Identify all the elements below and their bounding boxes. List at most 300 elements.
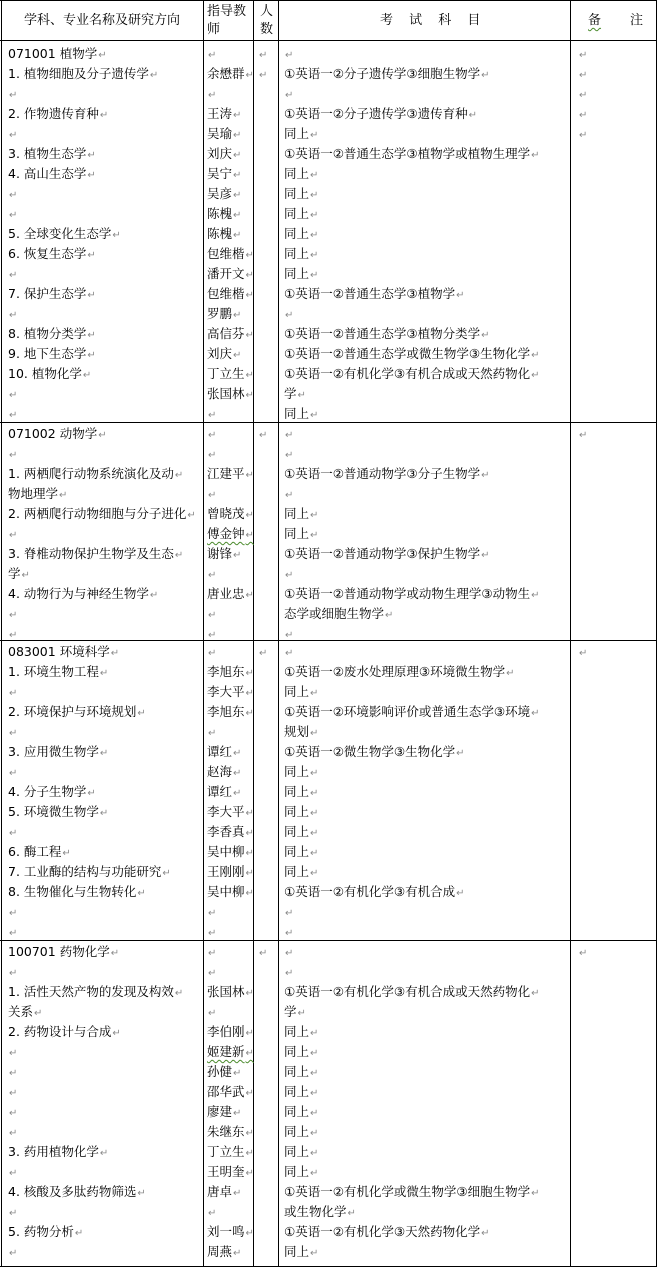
cell-text: 廖建: [207, 1104, 233, 1119]
direction-cell: [8, 1182, 202, 1204]
paragraph-mark-icon: ↵: [310, 1248, 319, 1259]
paragraph-mark-icon: ↵: [9, 1248, 18, 1259]
direction-cell: [8, 324, 202, 346]
cell-text: ①英语一②普通生态学③植物学或植物生理学: [284, 146, 531, 161]
column-rule: [570, 0, 571, 1267]
exam-cell: [284, 922, 569, 944]
paragraph-mark-icon: ↵: [310, 1108, 319, 1119]
exam-cell: [284, 742, 569, 764]
cell-text: 张国林: [207, 386, 245, 401]
paragraph-mark-icon: ↵: [112, 1028, 121, 1039]
cell-text: 同上: [284, 864, 310, 879]
remarks-cell: [578, 124, 655, 146]
paragraph-mark-icon: ↵: [174, 988, 184, 999]
paragraph-mark-icon: ↵: [285, 968, 294, 979]
paragraph-mark-icon: ↵: [531, 350, 540, 361]
cell-text: 1. 两栖爬行动物系统演化及动: [8, 466, 174, 481]
cell-text: 赵海: [207, 764, 233, 779]
paragraph-mark-icon: ↵: [481, 70, 490, 81]
paragraph-mark-icon: ↵: [285, 310, 294, 321]
paragraph-mark-icon: ↵: [310, 530, 319, 541]
direction-cell: [8, 642, 202, 664]
exam-cell: [284, 144, 569, 166]
paragraph-mark-icon: ↵: [310, 1168, 319, 1179]
paragraph-mark-icon: ↵: [99, 748, 109, 759]
remarks-cell: [578, 424, 655, 446]
direction-cell: [8, 224, 202, 246]
column-rule: [203, 0, 204, 1267]
cell-text: 3. 药用植物化学: [8, 1144, 99, 1159]
cell-text: 刘一鸣: [207, 1224, 245, 1239]
paragraph-mark-icon: ↵: [579, 50, 588, 61]
advisor-cell: [207, 304, 252, 326]
cell-text: 6. 恢复生态学: [8, 246, 87, 261]
paragraph-mark-icon: ↵: [87, 330, 96, 341]
direction-cell: [8, 184, 202, 206]
direction-cell: [8, 722, 202, 744]
paragraph-mark-icon: ↵: [149, 70, 159, 81]
paragraph-mark-icon: ↵: [87, 290, 96, 301]
advisor-cell: [207, 1062, 252, 1084]
paragraph-mark-icon: ↵: [310, 410, 319, 421]
paragraph-mark-icon: ↵: [9, 768, 18, 779]
paragraph-mark-icon: ↵: [285, 630, 294, 641]
paragraph-mark-icon: ↵: [233, 550, 242, 561]
advisor-cell: [207, 84, 252, 106]
cell-text: 谭红: [207, 784, 233, 799]
paragraph-mark-icon: ↵: [259, 430, 268, 441]
exam-cell: [284, 584, 569, 606]
header-remarks-b: 注: [630, 13, 644, 28]
paragraph-mark-icon: ↵: [245, 530, 254, 541]
cell-text: 3. 植物生态学: [8, 146, 87, 161]
advisor-cell: [207, 862, 252, 884]
paragraph-mark-icon: ↵: [245, 390, 254, 401]
paragraph-mark-icon: ↵: [99, 1148, 109, 1159]
paragraph-mark-icon: ↵: [245, 250, 254, 261]
direction-cell: [8, 882, 202, 904]
paragraph-mark-icon: ↵: [208, 610, 217, 621]
cell-text: ①英语一②有机化学③有机合成或天然药物化: [284, 366, 531, 381]
cell-text: 1. 环境生物工程: [8, 664, 99, 679]
advisor-cell: [207, 604, 252, 626]
advisor-cell: [207, 822, 252, 844]
quota-cell: [258, 44, 277, 66]
cell-text: 同上: [284, 784, 310, 799]
paragraph-mark-icon: ↵: [310, 1048, 319, 1059]
advisor-cell: [207, 404, 252, 426]
cell-text: 4. 动物行为与神经生物学: [8, 586, 149, 601]
exam-cell: [284, 982, 569, 1004]
cell-text: 江建平: [207, 466, 245, 481]
cell-text: 潘开文: [207, 266, 245, 281]
paragraph-mark-icon: ↵: [310, 1028, 319, 1039]
cell-text: 071002 动物学: [8, 426, 98, 441]
paragraph-mark-icon: ↵: [233, 130, 242, 141]
direction-cell: [8, 962, 202, 984]
paragraph-mark-icon: ↵: [208, 490, 217, 501]
paragraph-mark-icon: ↵: [208, 948, 217, 959]
paragraph-mark-icon: ↵: [9, 908, 18, 919]
exam-cell: [284, 284, 569, 306]
direction-cell: [8, 1162, 202, 1184]
advisor-cell: [207, 424, 252, 446]
paragraph-mark-icon: ↵: [208, 430, 217, 441]
cell-text: 陈槐: [207, 206, 233, 221]
paragraph-mark-icon: ↵: [233, 190, 242, 201]
direction-cell: [8, 264, 202, 286]
cell-text: 同上: [284, 804, 310, 819]
paragraph-mark-icon: ↵: [259, 948, 268, 959]
paragraph-mark-icon: ↵: [310, 170, 319, 181]
paragraph-mark-icon: ↵: [9, 130, 18, 141]
paragraph-mark-icon: ↵: [162, 868, 171, 879]
advisor-cell: [207, 742, 252, 764]
paragraph-mark-icon: ↵: [233, 748, 242, 759]
advisor-cell: [207, 1182, 252, 1204]
cell-text: 4. 高山生态学: [8, 166, 87, 181]
advisor-cell: [207, 682, 252, 704]
quota-cell: [258, 424, 277, 446]
exam-cell: [284, 842, 569, 864]
paragraph-mark-icon: ↵: [579, 70, 588, 81]
paragraph-mark-icon: ↵: [245, 70, 254, 81]
paragraph-mark-icon: ↵: [245, 1128, 254, 1139]
cell-text: 8. 植物分类学: [8, 326, 87, 341]
paragraph-mark-icon: ↵: [285, 928, 294, 939]
paragraph-mark-icon: ↵: [112, 230, 121, 241]
direction-cell: [8, 662, 202, 684]
cell-text: ①英语一②微生物学③生物化学: [284, 744, 456, 759]
advisor-cell: [207, 802, 252, 824]
advisor-cell: [207, 504, 252, 526]
exam-cell: [284, 364, 569, 386]
cell-text: ①英语一②分子遗传学③遗传育种: [284, 106, 468, 121]
advisor-cell: [207, 882, 252, 904]
cell-text: 同上: [284, 186, 310, 201]
paragraph-mark-icon: ↵: [245, 290, 254, 301]
paragraph-mark-icon: ↵: [208, 1208, 217, 1219]
exam-cell: [284, 1242, 569, 1264]
quota-cell: [258, 642, 277, 664]
advisor-cell: [207, 44, 252, 66]
advisor-cell: [207, 962, 252, 984]
cell-text: 邵华武: [207, 1084, 245, 1099]
advisor-cell: [207, 584, 252, 606]
exam-cell: [284, 762, 569, 784]
paragraph-mark-icon: ↵: [310, 510, 319, 521]
cell-text: 朱继东: [207, 1124, 245, 1139]
exam-cell: [284, 682, 569, 704]
paragraph-mark-icon: ↵: [87, 350, 96, 361]
paragraph-mark-icon: ↵: [9, 530, 18, 541]
cell-text: 同上: [284, 1124, 310, 1139]
advisor-cell: [207, 164, 252, 186]
paragraph-mark-icon: ↵: [9, 270, 18, 281]
advisor-cell: [207, 144, 252, 166]
paragraph-mark-icon: ↵: [310, 270, 319, 281]
direction-cell: [8, 564, 202, 586]
paragraph-mark-icon: ↵: [245, 330, 254, 341]
cell-text: 2. 两栖爬行动物细胞与分子进化: [8, 506, 187, 521]
header-bottom-rule: [0, 40, 657, 41]
advisor-cell: [207, 722, 252, 744]
paragraph-mark-icon: ↵: [9, 1168, 18, 1179]
paragraph-mark-icon: ↵: [9, 1208, 18, 1219]
direction-cell: [8, 762, 202, 784]
paragraph-mark-icon: ↵: [285, 908, 294, 919]
paragraph-mark-icon: ↵: [149, 590, 159, 601]
advisor-cell: [207, 1022, 252, 1044]
paragraph-mark-icon: ↵: [347, 1208, 356, 1219]
paragraph-mark-icon: ↵: [245, 1028, 254, 1039]
direction-cell: [8, 1202, 202, 1224]
exam-cell: [284, 1142, 569, 1164]
cell-text: ①英语一②普通生态学③植物学: [284, 286, 456, 301]
direction-cell: [8, 1002, 202, 1024]
paragraph-mark-icon: ↵: [137, 708, 146, 719]
cell-text: 8. 生物催化与生物转化: [8, 884, 137, 899]
advisor-cell: [207, 524, 252, 546]
advisor-cell: [207, 384, 252, 406]
paragraph-mark-icon: ↵: [110, 648, 120, 659]
exam-cell: [284, 642, 569, 664]
advisor-cell: [207, 1102, 252, 1124]
direction-cell: [8, 84, 202, 106]
cell-text: 李旭东: [207, 704, 245, 719]
exam-cell: [284, 1062, 569, 1084]
paragraph-mark-icon: ↵: [9, 410, 18, 421]
paragraph-mark-icon: ↵: [245, 590, 254, 601]
paragraph-mark-icon: ↵: [310, 728, 319, 739]
advisor-cell: [207, 284, 252, 306]
cell-text: 李香真: [207, 824, 245, 839]
cell-text: 李大平: [207, 684, 245, 699]
direction-cell: [8, 444, 202, 466]
paragraph-mark-icon: ↵: [9, 688, 18, 699]
paragraph-mark-icon: ↵: [310, 868, 319, 879]
cell-text: 吴中柳: [207, 844, 245, 859]
direction-cell: [8, 802, 202, 824]
paragraph-mark-icon: ↵: [208, 630, 217, 641]
quota-cell: [258, 942, 277, 964]
direction-cell: [8, 544, 202, 566]
exam-cell: [284, 404, 569, 426]
paragraph-mark-icon: ↵: [233, 150, 242, 161]
cell-text: 4. 核酸及多肽药物筛选: [8, 1184, 137, 1199]
paragraph-mark-icon: ↵: [9, 610, 18, 621]
advisor-cell: [207, 124, 252, 146]
paragraph-mark-icon: ↵: [310, 828, 319, 839]
paragraph-mark-icon: ↵: [233, 310, 242, 321]
paragraph-mark-icon: ↵: [245, 988, 254, 999]
exam-cell: [284, 264, 569, 286]
paragraph-mark-icon: ↵: [259, 648, 268, 659]
cell-text: 071001 植物学: [8, 46, 98, 61]
exam-cell: [284, 524, 569, 546]
cell-text: 1. 活性天然产物的发现及构效: [8, 984, 174, 999]
paragraph-mark-icon: ↵: [310, 250, 319, 261]
cell-text: 唐业忠: [207, 586, 245, 601]
exam-cell: [284, 44, 569, 66]
exam-cell: [284, 384, 569, 406]
exam-cell: [284, 544, 569, 566]
advisor-cell: [207, 1002, 252, 1024]
paragraph-mark-icon: ↵: [285, 570, 294, 581]
direction-cell: [8, 1042, 202, 1064]
paragraph-mark-icon: ↵: [245, 370, 254, 381]
exam-cell: [284, 1102, 569, 1124]
exam-cell: [284, 1202, 569, 1224]
cell-text: ①英语一②有机化学③天然药物化学: [284, 1224, 481, 1239]
cell-text: 周燕: [207, 1244, 233, 1259]
cell-text: 3. 脊椎动物保护生物学及生态: [8, 546, 174, 561]
advisor-cell: [207, 204, 252, 226]
paragraph-mark-icon: ↵: [208, 928, 217, 939]
direction-cell: [8, 1022, 202, 1044]
cell-text: 4. 分子生物学: [8, 784, 87, 799]
paragraph-mark-icon: ↵: [233, 210, 242, 221]
paragraph-mark-icon: ↵: [285, 490, 294, 501]
paragraph-mark-icon: ↵: [74, 1228, 84, 1239]
header-count-line1: 人: [260, 4, 274, 19]
advisor-cell: [207, 344, 252, 366]
remarks-cell: [578, 104, 655, 126]
paragraph-mark-icon: ↵: [481, 1228, 490, 1239]
paragraph-mark-icon: ↵: [9, 1108, 18, 1119]
paragraph-mark-icon: ↵: [9, 1088, 18, 1099]
paragraph-mark-icon: ↵: [579, 90, 588, 101]
paragraph-mark-icon: ↵: [245, 1148, 254, 1159]
exam-cell: [284, 64, 569, 86]
cell-text: 100701 药物化学: [8, 944, 110, 959]
advisor-cell: [207, 762, 252, 784]
paragraph-mark-icon: ↵: [506, 668, 515, 679]
remarks-cell: [578, 642, 655, 664]
remarks-cell: [578, 64, 655, 86]
direction-cell: [8, 584, 202, 606]
paragraph-mark-icon: ↵: [208, 908, 217, 919]
paragraph-mark-icon: ↵: [245, 828, 254, 839]
paragraph-mark-icon: ↵: [98, 430, 107, 441]
paragraph-mark-icon: ↵: [233, 170, 242, 181]
paragraph-mark-icon: ↵: [137, 888, 146, 899]
cell-text: 吴中柳: [207, 884, 245, 899]
exam-cell: [284, 722, 569, 744]
advisor-cell: [207, 324, 252, 346]
cell-text: 关系: [8, 1004, 34, 1019]
paragraph-mark-icon: ↵: [187, 510, 196, 521]
paragraph-mark-icon: ↵: [9, 630, 18, 641]
paragraph-mark-icon: ↵: [245, 848, 254, 859]
direction-cell: [8, 702, 202, 724]
direction-cell: [8, 284, 202, 306]
paragraph-mark-icon: ↵: [310, 1148, 319, 1159]
cell-text: 余懋群: [207, 66, 245, 81]
exam-cell: [284, 304, 569, 326]
paragraph-mark-icon: ↵: [245, 270, 254, 281]
paragraph-mark-icon: ↵: [9, 828, 18, 839]
cell-text: 同上: [284, 406, 310, 421]
exam-cell: [284, 324, 569, 346]
advisor-cell: [207, 702, 252, 724]
paragraph-mark-icon: ↵: [245, 470, 254, 481]
paragraph-mark-icon: ↵: [579, 648, 588, 659]
advisor-cell: [207, 942, 252, 964]
cell-text: ①英语一②有机化学③有机合成: [284, 884, 456, 899]
paragraph-mark-icon: ↵: [9, 390, 18, 401]
advisor-cell: [207, 782, 252, 804]
paragraph-mark-icon: ↵: [531, 150, 540, 161]
paragraph-mark-icon: ↵: [233, 230, 242, 241]
paragraph-mark-icon: ↵: [579, 130, 588, 141]
advisor-cell: [207, 484, 252, 506]
cell-text: ①英语一②环境影响评价或普通生态学③环境: [284, 704, 531, 719]
cell-text: 唐卓: [207, 1184, 233, 1199]
cell-text: 1. 植物细胞及分子遗传学: [8, 66, 149, 81]
direction-cell: [8, 822, 202, 844]
exam-cell: [284, 782, 569, 804]
cell-text: 刘庆: [207, 346, 233, 361]
direction-cell: [8, 982, 202, 1004]
cell-text: 同上: [284, 246, 310, 261]
advisor-cell: [207, 1202, 252, 1224]
paragraph-mark-icon: ↵: [285, 90, 294, 101]
paragraph-mark-icon: ↵: [310, 210, 319, 221]
paragraph-mark-icon: ↵: [259, 50, 268, 61]
cell-text: 吴彦: [207, 186, 233, 201]
paragraph-mark-icon: ↵: [233, 110, 242, 121]
cell-text: ①英语一②普通动物学③保护生物学: [284, 546, 481, 561]
exam-cell: [284, 444, 569, 466]
direction-cell: [8, 164, 202, 186]
cell-text: 同上: [284, 1084, 310, 1099]
exam-cell: [284, 484, 569, 506]
advisor-cell: [207, 902, 252, 924]
cell-text: 同上: [284, 1144, 310, 1159]
cell-text: 同上: [284, 1104, 310, 1119]
exam-cell: [284, 882, 569, 904]
advisor-cell: [207, 1122, 252, 1144]
direction-cell: [8, 344, 202, 366]
cell-text: 或生物化学: [284, 1204, 347, 1219]
paragraph-mark-icon: ↵: [531, 708, 540, 719]
paragraph-mark-icon: ↵: [87, 788, 96, 799]
cell-text: 李旭东: [207, 664, 245, 679]
cell-text: ①英语一②有机化学③有机合成或天然药物化: [284, 984, 531, 999]
advisor-cell: [207, 842, 252, 864]
direction-cell: [8, 922, 202, 944]
direction-cell: [8, 244, 202, 266]
quota-cell: [258, 64, 277, 86]
direction-cell: [8, 384, 202, 406]
direction-cell: [8, 524, 202, 546]
cell-text: 同上: [284, 506, 310, 521]
column-rule: [253, 0, 254, 1267]
paragraph-mark-icon: ↵: [208, 728, 217, 739]
paragraph-mark-icon: ↵: [245, 888, 254, 899]
cell-text: 同上: [284, 1024, 310, 1039]
advisor-cell: [207, 544, 252, 566]
exam-cell: [284, 662, 569, 684]
cell-text: 王涛: [207, 106, 233, 121]
exam-cell: [284, 424, 569, 446]
paragraph-mark-icon: ↵: [137, 1188, 146, 1199]
direction-cell: [8, 304, 202, 326]
paragraph-mark-icon: ↵: [385, 610, 394, 621]
advisor-cell: [207, 1142, 252, 1164]
paragraph-mark-icon: ↵: [87, 150, 96, 161]
